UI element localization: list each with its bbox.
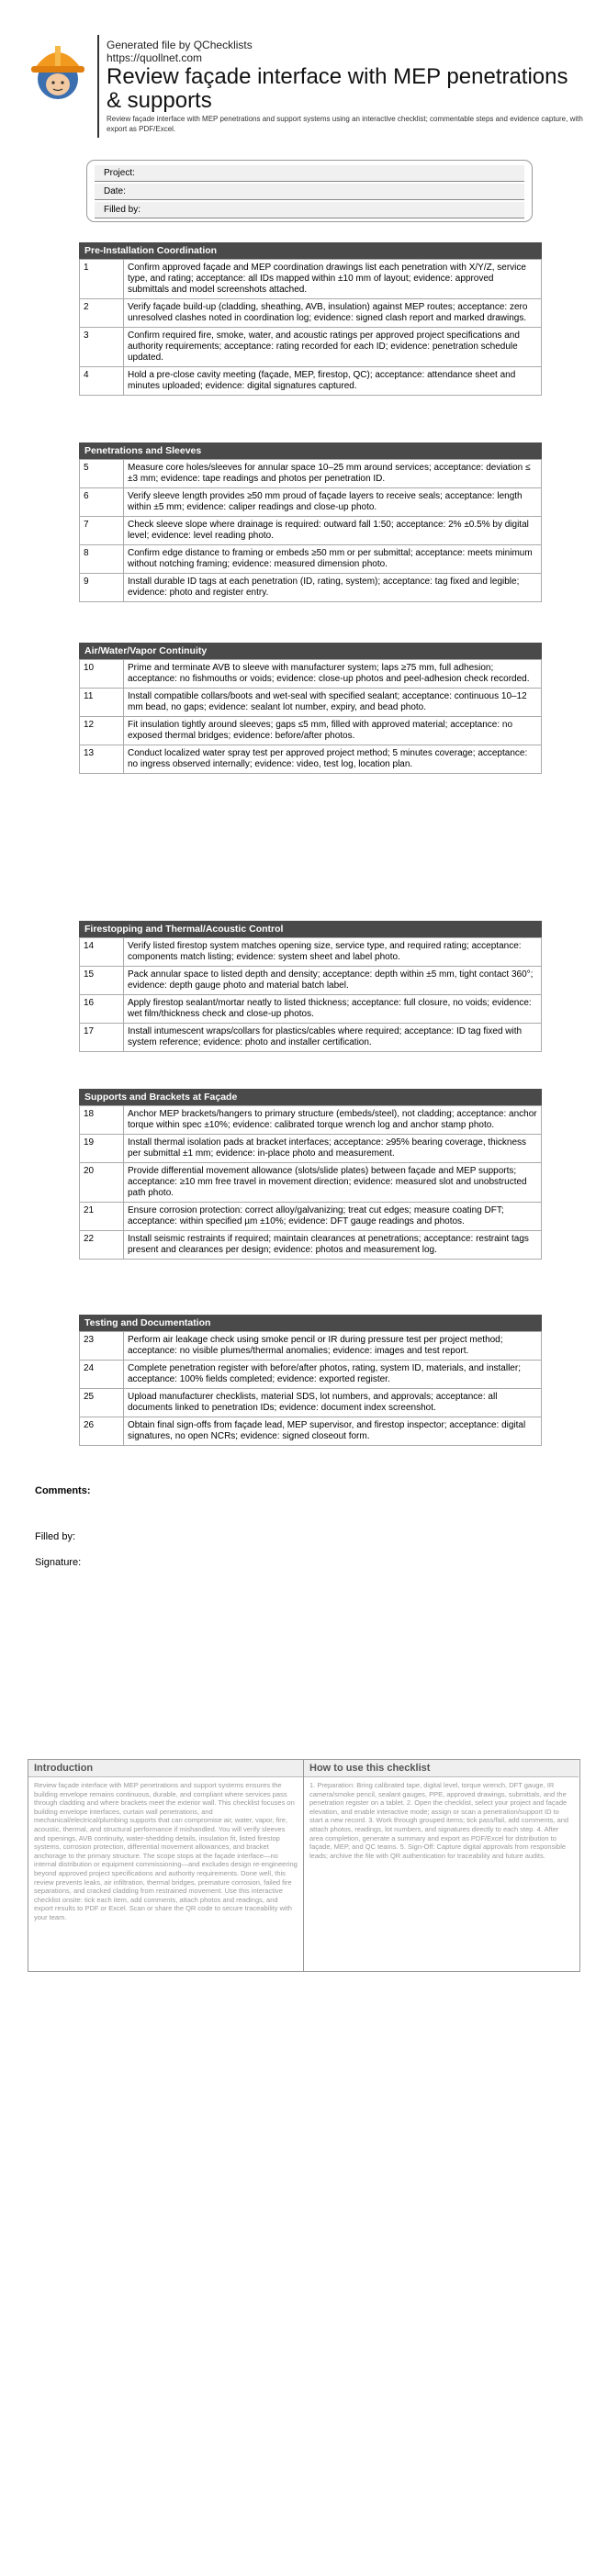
- item-text: Apply firestop sealant/mortar neatly to listed thickness; acceptance: full closure, no voids; evidence: wet film/thickness check and close-up photos.: [124, 995, 542, 1024]
- item-text: Verify façade build-up (cladding, sheathing, AVB, insulation) against MEP routes; acceptance: zero unresolved clashes noted in coordination log; evidence: signed clash report and marked drawings.: [124, 299, 542, 328]
- item-number: 17: [80, 1024, 124, 1052]
- item-number: 15: [80, 967, 124, 995]
- checklist-item[interactable]: [80, 995, 542, 1024]
- checklist-item[interactable]: [80, 460, 542, 488]
- section-supports-and-brackets: [79, 1089, 542, 1260]
- how-to-use-text: 1. Preparation: Bring calibrated tape, digital level, torque wrench, DFT gauge, IR camera/smoke pencil, sealant gauges, PPE, approved drawings, submittals, and the penetration register on a tablet. 2. Open the checklist, select your project and façade elevation, and enable interactive mode; assign or scan a penetration/support ID to start a new record. 3. Work through grouped items; tick pass/fail, add comments, and attach photos, readings, lot numbers, and signatures directly to each step. 4. After area completion, generate a summary and export as PDF/Excel for distribution to façade, MEP, and QC teams. 5. Sign-Off: Capture digital approvals from responsible leads; archive the file with QR authentication for traceability and future audits.: [309, 1781, 569, 1860]
- comments-label: Comments:: [35, 1485, 91, 1496]
- checklist-item[interactable]: [80, 260, 542, 299]
- item-text: Confirm required fire, smoke, water, and acoustic ratings per approved project specifications and authority requirements; acceptance: rating recorded for each ID; evidence: penetration schedule updated.: [124, 328, 542, 367]
- checklist-item[interactable]: [80, 299, 542, 328]
- item-text: Confirm edge distance to framing or embeds ≥50 mm or per submittal; acceptance: meets minimum without notching framing; evidence: measured dimension photo.: [124, 545, 542, 574]
- item-number: 20: [80, 1163, 124, 1203]
- section-title: Air/Water/Vapor Continuity: [79, 643, 542, 659]
- item-number: 26: [80, 1417, 124, 1446]
- generator-info: [107, 39, 253, 64]
- item-text: Perform air leakage check using smoke pencil or IR during pressure test per project method; acceptance: no visible plumes/thermal anomalies; evidence: images and test report.: [124, 1332, 542, 1361]
- item-text: Install durable ID tags at each penetration (ID, rating, system); acceptance: tag fixed and legible; evidence: photo and register entry.: [124, 574, 542, 602]
- item-number: 2: [80, 299, 124, 328]
- item-number: 6: [80, 488, 124, 517]
- item-number: 22: [80, 1231, 124, 1260]
- item-number: 5: [80, 460, 124, 488]
- checklist-item[interactable]: [80, 745, 542, 774]
- item-text: Ensure corrosion protection: correct alloy/galvanizing; treat cut edges; measure coating DFT; acceptance: within specified µm ±10%; evidence: DFT gauge readings and photos.: [124, 1203, 542, 1231]
- item-number: 13: [80, 745, 124, 774]
- checklist-item[interactable]: [80, 1332, 542, 1361]
- item-number: 25: [80, 1389, 124, 1417]
- item-text: Measure core holes/sleeves for annular space 10–25 mm around services; acceptance: deviation ≤ ±3 mm; evidence: tape readings and photos per penetration ID.: [124, 460, 542, 488]
- item-number: 16: [80, 995, 124, 1024]
- checklist-item[interactable]: [80, 1231, 542, 1260]
- construction-worker-logo-icon: [28, 37, 88, 105]
- item-number: 23: [80, 1332, 124, 1361]
- project-label: Project:: [104, 168, 135, 178]
- item-text: Install seismic restraints if required; maintain clearances at penetrations; acceptance: restraint tags present and clearances per design; evidence: photos and measurement log.: [124, 1231, 542, 1260]
- checklist-item[interactable]: [80, 328, 542, 367]
- source-url-link[interactable]: https://quollnet.com: [107, 51, 203, 64]
- item-number: 1: [80, 260, 124, 299]
- item-number: 3: [80, 328, 124, 367]
- item-text: Verify sleeve length provides ≥50 mm proud of façade layers to receive seals; acceptance: length within ±5 mm; evidence: caliper readings and close-up photo.: [124, 488, 542, 517]
- section-title: Pre-Installation Coordination: [79, 242, 542, 259]
- project-field[interactable]: [95, 165, 524, 182]
- checklist-item[interactable]: [80, 545, 542, 574]
- signature-label: Signature:: [35, 1557, 82, 1568]
- section-title: Firestopping and Thermal/Acoustic Control: [79, 921, 542, 937]
- section-title: Supports and Brackets at Façade: [79, 1089, 542, 1105]
- item-text: Verify listed firestop system matches opening size, service type, and required rating; acceptance: components match listing; evidence: system sheet and label photo.: [124, 938, 542, 967]
- checklist-item[interactable]: [80, 517, 542, 545]
- section-firestopping-thermal-acoustic: [79, 921, 542, 1052]
- introduction-column: [28, 1760, 304, 1971]
- checklist-item[interactable]: [80, 367, 542, 396]
- item-number: 9: [80, 574, 124, 602]
- section-pre-installation-coordination: [79, 242, 542, 396]
- checklist-item[interactable]: [80, 1024, 542, 1052]
- page-description: Review façade interface with MEP penetrations and support systems using an interactive checklist; commentable steps and evidence capture, with export as PDF/Excel.: [107, 115, 583, 133]
- item-number: 10: [80, 660, 124, 689]
- item-number: 24: [80, 1361, 124, 1389]
- how-to-use-title: How to use this checklist: [304, 1760, 579, 1777]
- item-text: Install thermal isolation pads at bracket interfaces; acceptance: ≥95% bearing coverage, thickness per submittal ±1 mm; evidence: in-place photo and measurement.: [124, 1135, 542, 1163]
- filled-by-field[interactable]: [95, 202, 524, 218]
- item-text: Obtain final sign-offs from façade lead, MEP supervisor, and firestop inspector; acceptance: digital signatures, no open NCRs; evidence: signed closeout form.: [124, 1417, 542, 1446]
- checklist-item[interactable]: [80, 967, 542, 995]
- date-label: Date:: [104, 186, 126, 196]
- item-number: 21: [80, 1203, 124, 1231]
- item-text: Install intumescent wraps/collars for plastics/cables where required; acceptance: ID tag fixed with system reference; evidence: photo and installer certification.: [124, 1024, 542, 1052]
- project-info-box: [86, 160, 533, 222]
- item-text: Install compatible collars/boots and wet-seal with specified sealant; acceptance: continuous 10–12 mm bead, no gaps; evidence: sealant lot number, expiry, and bead photo.: [124, 689, 542, 717]
- item-text: Anchor MEP brackets/hangers to primary structure (embeds/steel), not cladding; acceptance: anchor torque within spec ±10%; evidence: calibrated torque wrench log and anchor stamp photo.: [124, 1106, 542, 1135]
- item-number: 19: [80, 1135, 124, 1163]
- checklist-item[interactable]: [80, 689, 542, 717]
- checklist-item[interactable]: [80, 660, 542, 689]
- checklist-item[interactable]: [80, 1106, 542, 1135]
- introduction-title: Introduction: [28, 1760, 303, 1777]
- checklist-item[interactable]: [80, 1203, 542, 1231]
- checklist-item[interactable]: [80, 938, 542, 967]
- how-to-use-column: [304, 1760, 579, 1971]
- item-number: 11: [80, 689, 124, 717]
- date-field[interactable]: [95, 184, 524, 200]
- introduction-text: Review façade interface with MEP penetrations and support systems ensures the building envelope remains continuous, durable, and compliant where services pass through cladding and where brackets meet the exterior wall. This checklist focuses on building envelope interfaces, curtain wall penetrations, and mechanical/electrical/plumbing supports that can compromise air, water, vapor, fire, acoustic, thermal, and structural performance if mishandled. You will verify sleeves and openings, AVB continuity, water-shedding details, insulation fit, listed firestop systems, corrosion protection, differential movement allowances, and bracket anchorage to the primary structure. The scope stops at the façade interface—no internal distribution or equipment commissioning—and excludes design re-engineering beyond approved project specifications and authority requirements. Done well, this review prevents leaks, air infiltration, thermal bridges, premature corrosion, failed fire separations, and cracked cladding from restrained movement. Use this interactive checklist onsite: tick each item, add comments, attach photos and readings, and export results to PDF or Excel. Scan or share the QR code to secure traceability with your team.: [34, 1781, 298, 1921]
- item-number: 7: [80, 517, 124, 545]
- item-number: 14: [80, 938, 124, 967]
- section-title: Penetrations and Sleeves: [79, 442, 542, 459]
- item-text: Pack annular space to listed depth and density; acceptance: depth within ±5 mm, tight contact 360°; evidence: depth gauge photo and material batch label.: [124, 967, 542, 995]
- checklist-item[interactable]: [80, 1135, 542, 1163]
- checklist-item[interactable]: [80, 717, 542, 745]
- section-penetrations-and-sleeves: [79, 442, 542, 602]
- guide-panel: [28, 1759, 580, 1972]
- item-text: Check sleeve slope where drainage is required: outward fall 1:50; acceptance: 2% ±0.5% by digital level; evidence: level reading photo.: [124, 517, 542, 545]
- item-number: 8: [80, 545, 124, 574]
- item-number: 18: [80, 1106, 124, 1135]
- checklist-item[interactable]: [80, 1389, 542, 1417]
- checklist-item[interactable]: [80, 488, 542, 517]
- item-text: Conduct localized water spray test per approved project method; 5 minutes coverage; acceptance: no ingress observed internally; evidence: video, test log, location plan.: [124, 745, 542, 774]
- generated-by-text: Generated file by QChecklists: [107, 39, 253, 51]
- item-text: Prime and terminate AVB to sleeve with manufacturer system; laps ≥75 mm, full adhesion; acceptance: no fishmouths or voids; evidence: close-up photos and peel-adhesion check recorded.: [124, 660, 542, 689]
- item-text: Complete penetration register with before/after photos, rating, system ID, materials, and installer; acceptance: 100% fields completed; evidence: exported register.: [124, 1361, 542, 1389]
- item-text: Confirm approved façade and MEP coordination drawings list each penetration with X/Y/Z, service type, and rating; acceptance: all IDs mapped within ±10 mm of layout; evidence: approved submittals and model screenshots attached.: [124, 260, 542, 299]
- section-testing-and-documentation: [79, 1315, 542, 1446]
- filled-by-signoff-label: Filled by:: [35, 1531, 76, 1542]
- filled-by-label: Filled by:: [104, 205, 141, 215]
- checklist-item[interactable]: [80, 1417, 542, 1446]
- item-text: Hold a pre-close cavity meeting (façade, MEP, firestop, QC); acceptance: attendance sheet and minutes uploaded; evidence: digital signatures captured.: [124, 367, 542, 396]
- checklist-item[interactable]: [80, 574, 542, 602]
- checklist-item[interactable]: [80, 1361, 542, 1389]
- page-title: Review façade interface with MEP penetrations & supports: [107, 64, 568, 113]
- section-air-water-vapor-continuity: [79, 643, 542, 774]
- item-text: Provide differential movement allowance (slots/slide plates) between façade and MEP supports; acceptance: ≥10 mm free travel in movement direction; evidence: measured slot and unobstructed path photo.: [124, 1163, 542, 1203]
- section-title: Testing and Documentation: [79, 1315, 542, 1331]
- item-text: Fit insulation tightly around sleeves; gaps ≤5 mm, filled with approved material; acceptance: no exposed thermal bridges; evidence: before/after photos.: [124, 717, 542, 745]
- checklist-item[interactable]: [80, 1163, 542, 1203]
- item-number: 4: [80, 367, 124, 396]
- document-header: [28, 35, 583, 143]
- item-text: Upload manufacturer checklists, material SDS, lot numbers, and approvals; acceptance: all documents linked to penetration IDs; evidence: document index screenshot.: [124, 1389, 542, 1417]
- header-divider: [97, 35, 99, 138]
- item-number: 12: [80, 717, 124, 745]
